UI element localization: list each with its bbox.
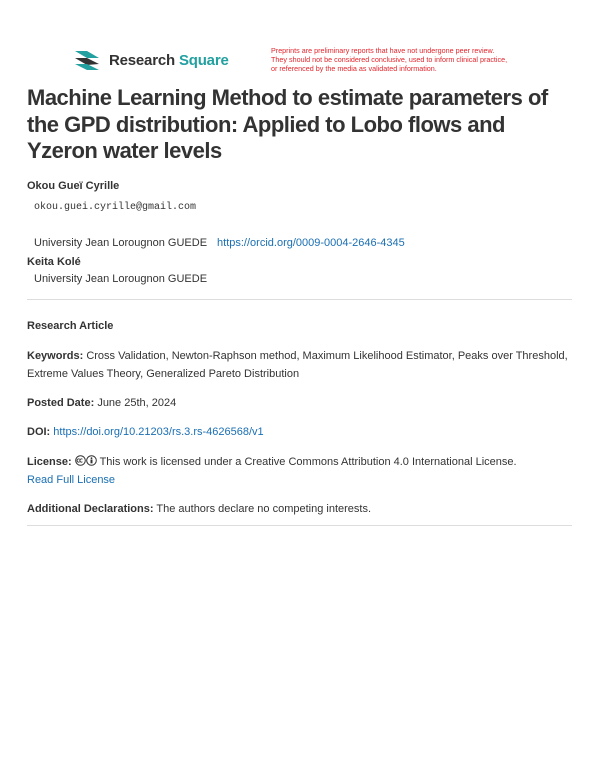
logo-word-research: Research (109, 51, 175, 69)
research-square-logo[interactable] (73, 48, 229, 72)
logo-word-square: Square (178, 51, 229, 69)
preprint-notice (271, 46, 571, 73)
notice-line: Preprints are preliminary reports that have not undergone peer review. (271, 46, 495, 55)
declarations-value: The authors declare no competing interests. (156, 503, 372, 515)
posted-date-label: Posted Date: (27, 397, 95, 409)
keywords-section (27, 347, 572, 383)
author-affiliation (34, 237, 405, 249)
doi-section (27, 423, 572, 441)
license-section (27, 453, 572, 489)
notice-line: or referenced by the media as validated information. (271, 64, 437, 73)
creative-commons-icon (75, 455, 86, 466)
keywords-value: Cross Validation, Newton-Raphson method, Maximum Likelihood Estimator, Peaks over Threshold, Extreme Values Theory, Generalized Pareto Distribution (27, 350, 568, 380)
paper-title: Machine Learning Method to estimate parameters of the GPD distribution: Applied to Lobo flows and Yzeron water levels (27, 85, 548, 163)
divider (27, 525, 572, 526)
posted-date-value: June 25th, 2024 (97, 397, 177, 409)
orcid-link[interactable]: https://orcid.org/0009-0004-2646-4345 (217, 237, 405, 249)
keywords-label: Keywords: (27, 350, 84, 362)
author-name[interactable]: Okou Gueï Cyrille (27, 180, 120, 192)
read-full-license-link[interactable]: Read Full License (27, 474, 116, 486)
license-label: License: (27, 456, 72, 468)
attribution-icon (86, 455, 97, 466)
declarations-section (27, 500, 572, 518)
declarations-label: Additional Declarations: (27, 503, 154, 515)
author-email[interactable]: okou.guei.cyrille@gmail.com (34, 202, 197, 213)
article-type: Research Article (27, 320, 114, 332)
notice-line: They should not be considered conclusive, used to inform clinical practice, (271, 55, 508, 64)
doi-link[interactable]: https://doi.org/10.21203/rs.3.rs-4626568/v1 (53, 426, 264, 438)
license-text: This work is licensed under a Creative Commons Attribution 4.0 International License. (99, 456, 517, 468)
research-square-logo-icon (73, 48, 103, 72)
doi-label: DOI: (27, 426, 51, 438)
affiliation-text: University Jean Lorougnon GUEDE (34, 237, 208, 249)
author-name[interactable]: Keita Kolé (27, 256, 81, 268)
logo-text (109, 52, 229, 69)
author-affiliation: University Jean Lorougnon GUEDE (34, 273, 208, 285)
divider (27, 299, 572, 300)
posted-date-section (27, 394, 572, 412)
